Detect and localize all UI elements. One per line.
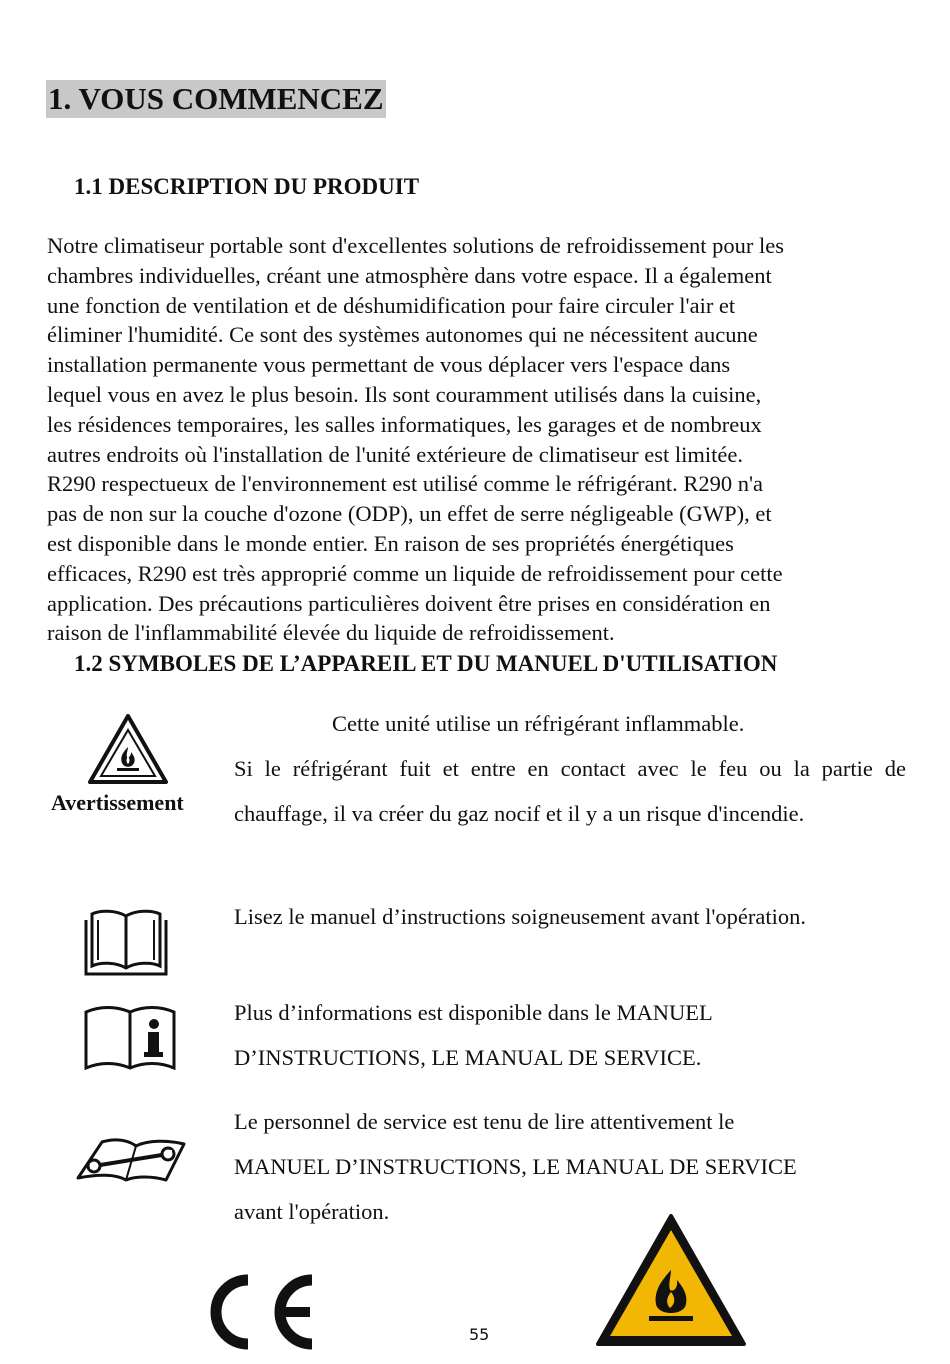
flammable-warning-icon xyxy=(86,712,170,786)
service-text-line: MANUEL D’INSTRUCTIONS, LE MANUAL DE SERVICE xyxy=(234,1154,797,1179)
description-line: pas de non sur la couche d'ozone (ODP), un effet de serre négligeable (GWP), et xyxy=(47,501,772,527)
warning-label: Avertissement xyxy=(51,790,184,815)
service-text-line: avant l'opération. xyxy=(234,1199,390,1224)
description-line: efficaces, R290 est très approprié comme un liquide de refroidissement pour cette xyxy=(47,560,783,586)
service-text-line: Le personnel de service est tenu de lire attentivement le xyxy=(234,1109,735,1134)
info-text-line: Plus d’informations est disponible dans le MANUEL xyxy=(234,1000,713,1025)
page-number: 55 xyxy=(469,1325,490,1344)
info-text xyxy=(234,990,713,1080)
service-manual-wrench-icon xyxy=(72,1136,188,1184)
ce-mark-icon xyxy=(194,1268,320,1356)
warning-line-1: Cette unité utilise un réfrigérant inflammable. xyxy=(332,711,745,736)
flammable-yellow-triangle-icon xyxy=(594,1212,748,1348)
subsection-title-description: 1.1 DESCRIPTION DU PRODUIT xyxy=(74,174,420,199)
description-line: Notre climatiseur portable sont d'excellentes solutions de refroidissement pour les xyxy=(47,233,784,258)
description-line: application. Des précautions particulières doivent être prises en considération en xyxy=(47,590,771,616)
section-title: 1. VOUS COMMENCEZ xyxy=(48,81,384,116)
warning-body: Si le réfrigérant fuit et entre en contact avec le feu ou la partie de chauffage, il va créer du gaz nocif et il y a un risque d'incendie. xyxy=(234,756,906,826)
info-manual-icon xyxy=(82,1004,178,1072)
description-line: installation permanente vous permettant de vous déplacer vers l'espace dans xyxy=(47,352,731,378)
description-line: une fonction de ventilation et de déshumidification pour faire circuler l'air et xyxy=(47,292,736,318)
subsection-title-symbols: 1.2 SYMBOLES DE L’APPAREIL ET DU MANUEL D'UTILISATION xyxy=(74,651,778,676)
description-line: chambres individuelles, créant une atmosphère dans votre espace. Il a également xyxy=(47,262,772,288)
product-description xyxy=(47,231,917,648)
description-line: raison de l'inflammabilité élevée du liquide de refroidissement. xyxy=(47,620,615,646)
description-line: lequel vous en avez le plus besoin. Ils sont couramment utilisés dans la cuisine, xyxy=(47,381,762,407)
description-line: éliminer l'humidité. Ce sont des systèmes autonomes qui ne nécessitent aucune xyxy=(47,322,758,348)
info-text-line: D’INSTRUCTIONS, LE MANUAL DE SERVICE. xyxy=(234,1045,702,1070)
description-line: est disponible dans le monde entier. En raison de ses propriétés énergétiques xyxy=(47,530,734,556)
description-line: les résidences temporaires, les salles informatiques, les garages et de nombreux xyxy=(47,411,762,437)
manual-instruction-text: Lisez le manuel d’instructions soigneusement avant l'opération. xyxy=(234,904,807,929)
open-book-icon xyxy=(84,908,168,976)
description-line: autres endroits où l'installation de l'unité extérieure de climatiseur est limitée. xyxy=(47,441,744,467)
description-line: R290 respectueux de l'environnement est utilisé comme le réfrigérant. R290 n'a xyxy=(47,471,764,497)
